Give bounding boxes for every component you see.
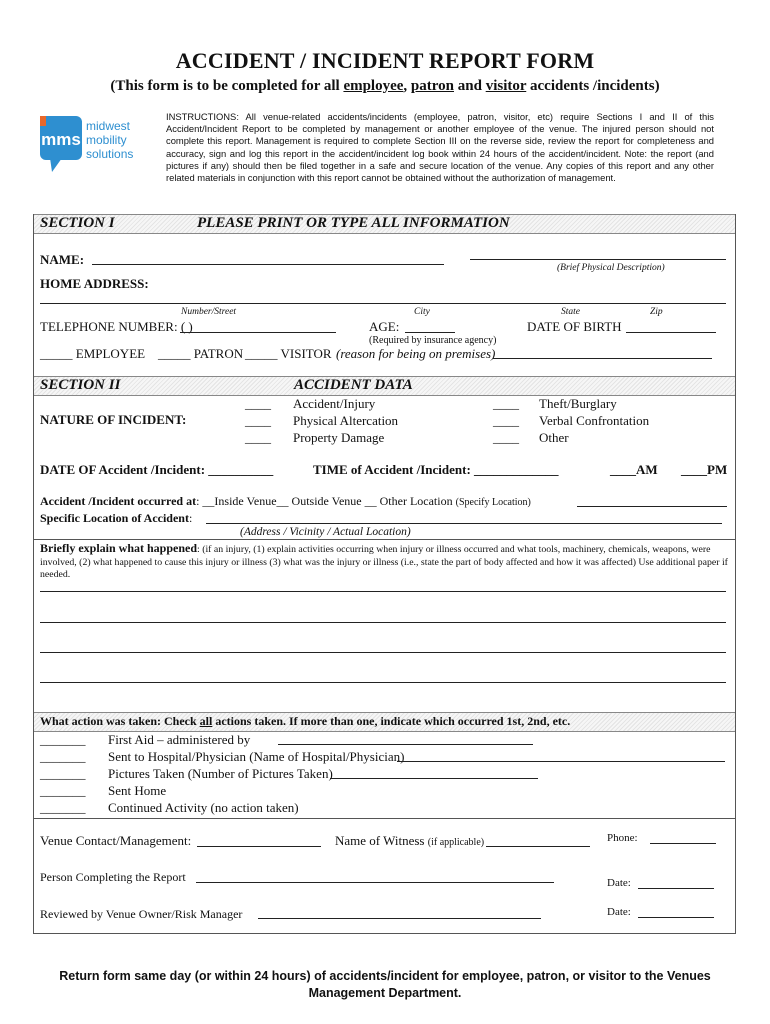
footer-note: Return form same day (or within 24 hours) of accidents/incident for employee, patron, or visitor to the Venues Management Department.	[59, 969, 711, 1000]
phone-label: Phone:	[607, 832, 638, 844]
property-damage-blank[interactable]: ____	[245, 430, 271, 445]
action-blank-1[interactable]: _______	[40, 732, 86, 747]
name-label: NAME:	[40, 252, 85, 267]
mms-logo	[40, 114, 162, 178]
physical-altercation-option: Physical Altercation	[293, 413, 399, 428]
home-address-field[interactable]	[40, 303, 726, 304]
person-completing-label: Person Completing the Report	[40, 870, 186, 884]
insurance-note: (Required by insurance agency)	[369, 335, 497, 346]
home-address-label: HOME ADDRESS:	[40, 276, 149, 291]
reason-field[interactable]	[493, 358, 712, 359]
am-option[interactable]: ____AM	[610, 462, 658, 477]
hospital-field[interactable]	[397, 761, 725, 762]
pm-option[interactable]: ____PM	[681, 462, 728, 477]
number-street-hint: Number/Street	[181, 307, 237, 317]
form-subtitle: (This form is to be completed for all employee, patron and visitor accidents /incidents)	[110, 78, 660, 94]
action-blank-2[interactable]: _______	[40, 749, 86, 764]
nature-label: NATURE OF INCIDENT:	[40, 412, 187, 427]
explain-line-1[interactable]	[40, 591, 726, 592]
other-blank[interactable]: ____	[493, 430, 519, 445]
svg-text:mms: mms	[41, 130, 81, 149]
form-title: ACCIDENT / INCIDENT REPORT FORM	[175, 48, 595, 73]
other-option: Other	[539, 430, 569, 445]
occurred-at-row: Accident /Incident occurred at: __Inside Venue__ Outside Venue __ Other Location (Specify Location)	[40, 494, 531, 508]
theft-option: Theft/Burglary	[539, 396, 617, 411]
date-field-1[interactable]	[638, 888, 714, 889]
action-blank-5[interactable]: _______	[40, 800, 86, 815]
first-aid-label: First Aid – administered by	[108, 732, 251, 747]
physical-altercation-blank[interactable]: ____	[245, 413, 271, 428]
theft-blank[interactable]: ____	[493, 396, 519, 411]
reason-hint: (reason for being on premises)	[336, 346, 496, 361]
pictures-field[interactable]	[330, 778, 538, 779]
hospital-label: Sent to Hospital/Physician (Name of Hospital/Physician)	[108, 749, 405, 764]
witness-field[interactable]	[486, 846, 590, 847]
name-field[interactable]	[92, 264, 444, 265]
dob-field[interactable]	[626, 332, 716, 333]
svg-text:mobility: mobility	[86, 133, 127, 147]
property-damage-option: Property Damage	[293, 430, 385, 445]
verbal-option: Verbal Confrontation	[539, 413, 650, 428]
sent-home-label: Sent Home	[108, 783, 167, 798]
date-label-2: Date:	[607, 906, 631, 918]
employee-option[interactable]: _____ EMPLOYEE	[40, 346, 146, 361]
pictures-label: Pictures Taken (Number of Pictures Taken)	[108, 766, 333, 781]
explain-line-4[interactable]	[40, 682, 726, 683]
date-label-1: Date:	[607, 877, 631, 889]
action-blank-3[interactable]: _______	[40, 766, 86, 781]
date-field[interactable]: DATE OF Accident /Incident: __________	[40, 462, 274, 477]
time-field[interactable]: TIME of Accident /Incident: _____________	[313, 462, 559, 477]
witness-label: Name of Witness (if applicable)	[335, 833, 485, 848]
continued-activity-label: Continued Activity (no action taken)	[108, 800, 299, 815]
section1-label: SECTION I	[40, 215, 115, 231]
physical-description-field[interactable]	[470, 259, 726, 260]
section2-label: SECTION II	[40, 377, 121, 393]
svg-text:midwest: midwest	[86, 119, 131, 133]
telephone-field[interactable]	[180, 332, 336, 333]
city-hint: City	[414, 307, 430, 317]
explain-divider	[34, 539, 735, 540]
specific-location-row: Specific Location of Accident:	[40, 511, 193, 525]
age-field[interactable]	[405, 332, 455, 333]
accident-injury-blank[interactable]: ____	[245, 396, 271, 411]
explain-line-3[interactable]	[40, 652, 726, 653]
other-location-field[interactable]	[577, 506, 727, 507]
patron-option[interactable]: _____ PATRON	[158, 346, 244, 361]
age-label: AGE:	[369, 319, 400, 334]
dob-label: DATE OF BIRTH	[527, 319, 622, 334]
explain-block: Briefly explain what happened: (if an injury, (1) explain activities occurring when injury or illness occurred and what tools, machinery, chemicals, weapons, were involved, (2) what happened to cause this injury or illness (3) what was the injury or illness (i.e., state the part of body affected and how it was affected) Use additional paper if needed.	[40, 541, 728, 580]
signoff-divider	[34, 818, 735, 819]
brief-description-hint: (Brief Physical Description)	[557, 263, 665, 273]
accident-injury-option: Accident/Injury	[293, 396, 376, 411]
telephone-label: TELEPHONE NUMBER: ( )	[40, 319, 193, 334]
section1-heading: PLEASE PRINT OR TYPE ALL INFORMATION	[197, 215, 510, 231]
venue-contact-field[interactable]	[197, 846, 321, 847]
state-hint: State	[561, 307, 580, 317]
date-field-2[interactable]	[638, 917, 714, 918]
reviewed-field[interactable]	[258, 918, 541, 919]
reviewed-label: Reviewed by Venue Owner/Risk Manager	[40, 907, 243, 921]
specific-location-field[interactable]	[206, 523, 722, 524]
person-completing-field[interactable]	[196, 882, 554, 883]
zip-hint: Zip	[650, 307, 663, 317]
visitor-option[interactable]: _____ VISITOR	[245, 346, 332, 361]
verbal-blank[interactable]: ____	[493, 413, 519, 428]
address-hint: (Address / Vicinity / Actual Location)	[240, 526, 411, 538]
explain-line-2[interactable]	[40, 622, 726, 623]
venue-contact-label: Venue Contact/Management:	[40, 833, 192, 848]
svg-text:solutions: solutions	[86, 147, 134, 161]
first-aid-field[interactable]	[278, 744, 533, 745]
section2-heading: ACCIDENT DATA	[294, 377, 413, 393]
instructions-text: INSTRUCTIONS: All venue-related accidents/incidents (employee, patron, visitor, etc) require Sections I and II of this Accident/Incident Report to be completed by management or another employee of the venue. The injured person should not complete this report. Management is required to complete Section III on the reverse side, review the report for completeness and accuracy, sign and log this report in the accident/incident log book within 24 hours of the accident/incident. Note: the report (and pictures if any) should then be filed together in a safe and secure location of the venue. Any copies of this report and any other related materials in conjunction with this report cannot be obtained without the authorization of management.	[166, 111, 714, 184]
phone-field[interactable]	[650, 843, 716, 844]
actions-heading: What action was taken: Check all actions taken. If more than one, indicate which occurred 1st, 2nd, etc.	[40, 714, 571, 728]
action-blank-4[interactable]: _______	[40, 783, 86, 798]
